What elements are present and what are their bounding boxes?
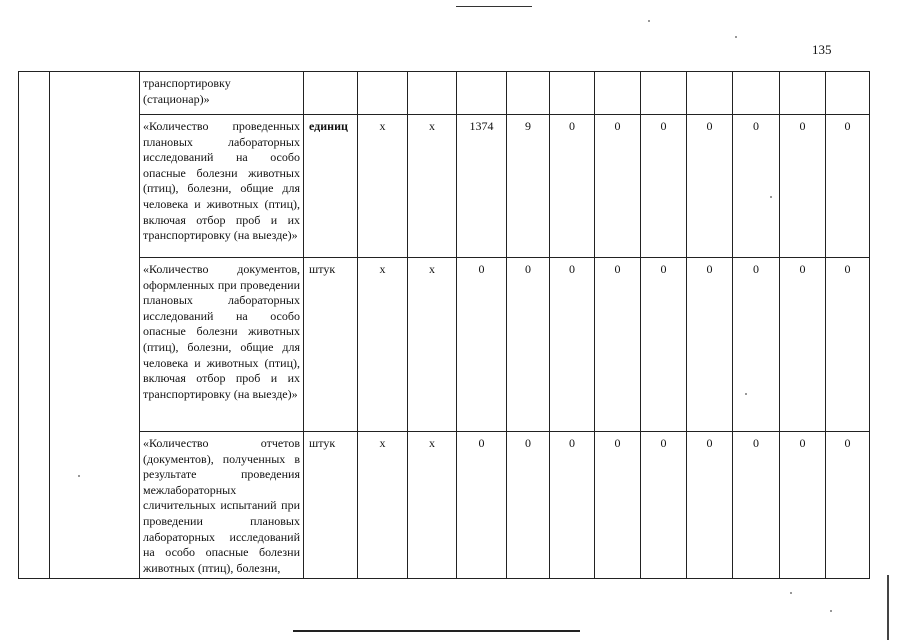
table-row — [19, 258, 870, 432]
value-cell: 0 — [733, 115, 780, 258]
value-cell: 0 — [550, 432, 595, 579]
value-cell: 0 — [826, 115, 870, 258]
value-cell — [358, 72, 408, 115]
page-number: 135 — [812, 42, 832, 57]
value-cell: 1374 — [457, 115, 507, 258]
value-cell: 0 — [780, 115, 826, 258]
value-cell: х — [358, 115, 408, 258]
value-cell: х — [408, 258, 457, 432]
right-scan-edge — [887, 575, 889, 640]
value-cell — [641, 72, 687, 115]
value-cell — [408, 72, 457, 115]
scan-speck — [648, 20, 650, 22]
value-cell: 0 — [826, 258, 870, 432]
value-cell: 0 — [457, 432, 507, 579]
indicator-description: «Количество документов, оформленных при проведении плановых лабораторных исследований на особо опасные болезни животных (птиц), болезни, общие для человека и животных (птиц), включая отбор проб и их транспортировку (на выезде)» — [140, 258, 304, 432]
value-cell: 0 — [641, 432, 687, 579]
top-scan-rule — [456, 6, 532, 7]
value-cell: 0 — [733, 258, 780, 432]
value-cell: 0 — [780, 432, 826, 579]
indicator-description: «Количество проведенных плановых лабораторных исследований на особо опасные болезни животных (птиц), болезни, общие для человека и животных (птиц), включая отбор проб и их транспортировку (на выезде)» — [140, 115, 304, 258]
table-row — [19, 115, 870, 258]
value-cell — [733, 72, 780, 115]
value-cell: 0 — [595, 115, 641, 258]
indicator-description: транспортировку (стационар)» — [140, 72, 304, 115]
service-name-column-cell — [50, 72, 140, 579]
value-cell: 0 — [595, 432, 641, 579]
value-cell: х — [358, 432, 408, 579]
unit-cell: штук — [304, 258, 358, 432]
value-cell: 0 — [641, 115, 687, 258]
scan-speck — [830, 610, 832, 612]
value-cell: х — [408, 115, 457, 258]
value-cell — [550, 72, 595, 115]
value-cell: 0 — [507, 432, 550, 579]
value-cell: 0 — [687, 432, 733, 579]
unit-cell: единиц — [304, 115, 358, 258]
value-cell — [687, 72, 733, 115]
value-cell: 0 — [641, 258, 687, 432]
value-cell — [507, 72, 550, 115]
value-cell: х — [408, 432, 457, 579]
table-row — [19, 432, 870, 579]
value-cell: 0 — [550, 115, 595, 258]
indicator-table — [18, 71, 870, 579]
value-cell: 9 — [507, 115, 550, 258]
value-cell: 0 — [687, 258, 733, 432]
scan-speck — [790, 592, 792, 594]
value-cell: 0 — [826, 432, 870, 579]
value-cell: 0 — [550, 258, 595, 432]
number-column-cell — [19, 72, 50, 579]
value-cell: 0 — [457, 258, 507, 432]
value-cell — [595, 72, 641, 115]
value-cell — [826, 72, 870, 115]
value-cell: 0 — [507, 258, 550, 432]
table-row — [19, 72, 870, 115]
value-cell: 0 — [687, 115, 733, 258]
value-cell: 0 — [595, 258, 641, 432]
bottom-scan-rule — [293, 630, 580, 632]
unit-cell — [304, 72, 358, 115]
scan-speck — [735, 36, 737, 38]
value-cell: х — [358, 258, 408, 432]
indicator-description: «Количество отчетов (документов), полученных в результате проведения межлабораторных сличительных испытаний при проведении плановых лабораторных исследований на особо опасные болезни животных (птиц), болезни, — [140, 432, 304, 579]
value-cell — [457, 72, 507, 115]
value-cell — [780, 72, 826, 115]
value-cell: 0 — [780, 258, 826, 432]
value-cell: 0 — [733, 432, 780, 579]
unit-cell: штук — [304, 432, 358, 579]
